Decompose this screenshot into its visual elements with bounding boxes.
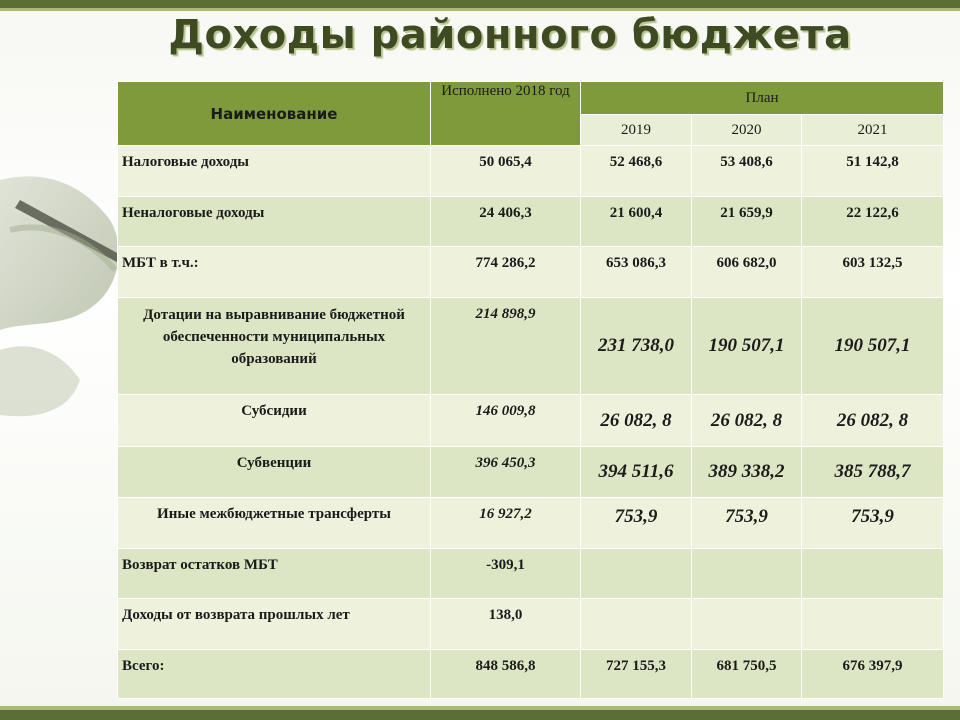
row-2021: 385 788,7 — [802, 447, 944, 498]
budget-table — [117, 81, 944, 699]
header-executed: Исполнено 2018 год — [431, 82, 581, 146]
row-executed: 138,0 — [431, 599, 581, 650]
row-executed: 848 586,8 — [431, 650, 581, 699]
row-name: Налоговые доходы — [118, 146, 431, 197]
table-row — [118, 650, 944, 699]
row-name: Субсидии — [118, 395, 431, 447]
row-2021 — [802, 599, 944, 650]
row-name: Дотации на выравнивание бюджетной обеспеченности муниципальных образований — [118, 298, 431, 395]
row-2021: 190 507,1 — [802, 298, 944, 395]
row-2019: 21 600,4 — [581, 197, 692, 247]
row-2019: 653 086,3 — [581, 247, 692, 298]
row-name: Возврат остатков МБТ — [118, 549, 431, 599]
row-2019: 727 155,3 — [581, 650, 692, 699]
row-2020: 606 682,0 — [692, 247, 802, 298]
row-executed: -309,1 — [431, 549, 581, 599]
row-executed: 146 009,8 — [431, 395, 581, 447]
row-name: Всего: — [118, 650, 431, 699]
row-2020: 681 750,5 — [692, 650, 802, 699]
row-2019: 231 738,0 — [581, 298, 692, 395]
table-row — [118, 395, 944, 447]
row-name: Иные межбюджетные трансферты — [118, 498, 431, 549]
header-year-2021: 2021 — [802, 115, 944, 146]
table-row — [118, 599, 944, 650]
top-accent-bar — [0, 8, 960, 11]
row-2019 — [581, 599, 692, 650]
row-executed: 214 898,9 — [431, 298, 581, 395]
row-2019: 52 468,6 — [581, 146, 692, 197]
table-row — [118, 146, 944, 197]
row-2021 — [802, 549, 944, 599]
row-2019: 26 082, 8 — [581, 395, 692, 447]
row-2021: 26 082, 8 — [802, 395, 944, 447]
row-2020: 53 408,6 — [692, 146, 802, 197]
row-2021: 603 132,5 — [802, 247, 944, 298]
row-2019: 753,9 — [581, 498, 692, 549]
bottom-bar — [0, 710, 960, 720]
row-executed: 16 927,2 — [431, 498, 581, 549]
page-title: Доходы районного бюджета — [168, 12, 852, 58]
top-bar — [0, 0, 960, 8]
row-2019 — [581, 549, 692, 599]
table-row — [118, 498, 944, 549]
table-row — [118, 549, 944, 599]
row-executed: 396 450,3 — [431, 447, 581, 498]
row-2021: 22 122,6 — [802, 197, 944, 247]
row-name: Доходы от возврата прошлых лет — [118, 599, 431, 650]
header-plan: План — [581, 82, 944, 115]
row-2019: 394 511,6 — [581, 447, 692, 498]
row-2020: 753,9 — [692, 498, 802, 549]
row-2020 — [692, 599, 802, 650]
table-row — [118, 447, 944, 498]
row-executed: 50 065,4 — [431, 146, 581, 197]
table-row — [118, 247, 944, 298]
row-2020: 21 659,9 — [692, 197, 802, 247]
row-2020: 190 507,1 — [692, 298, 802, 395]
row-2021: 676 397,9 — [802, 650, 944, 699]
table-row — [118, 197, 944, 247]
row-name: Субвенции — [118, 447, 431, 498]
row-2020: 26 082, 8 — [692, 395, 802, 447]
row-2020: 389 338,2 — [692, 447, 802, 498]
row-2020 — [692, 549, 802, 599]
row-name: Неналоговые доходы — [118, 197, 431, 247]
table-row — [118, 298, 944, 395]
row-executed: 774 286,2 — [431, 247, 581, 298]
header-name: Наименование — [118, 82, 431, 146]
pen-hand-decoration — [0, 150, 130, 510]
header-year-2019: 2019 — [581, 115, 692, 146]
row-2021: 51 142,8 — [802, 146, 944, 197]
row-name: МБТ в т.ч.: — [118, 247, 431, 298]
header-year-2020: 2020 — [692, 115, 802, 146]
row-executed: 24 406,3 — [431, 197, 581, 247]
row-2021: 753,9 — [802, 498, 944, 549]
